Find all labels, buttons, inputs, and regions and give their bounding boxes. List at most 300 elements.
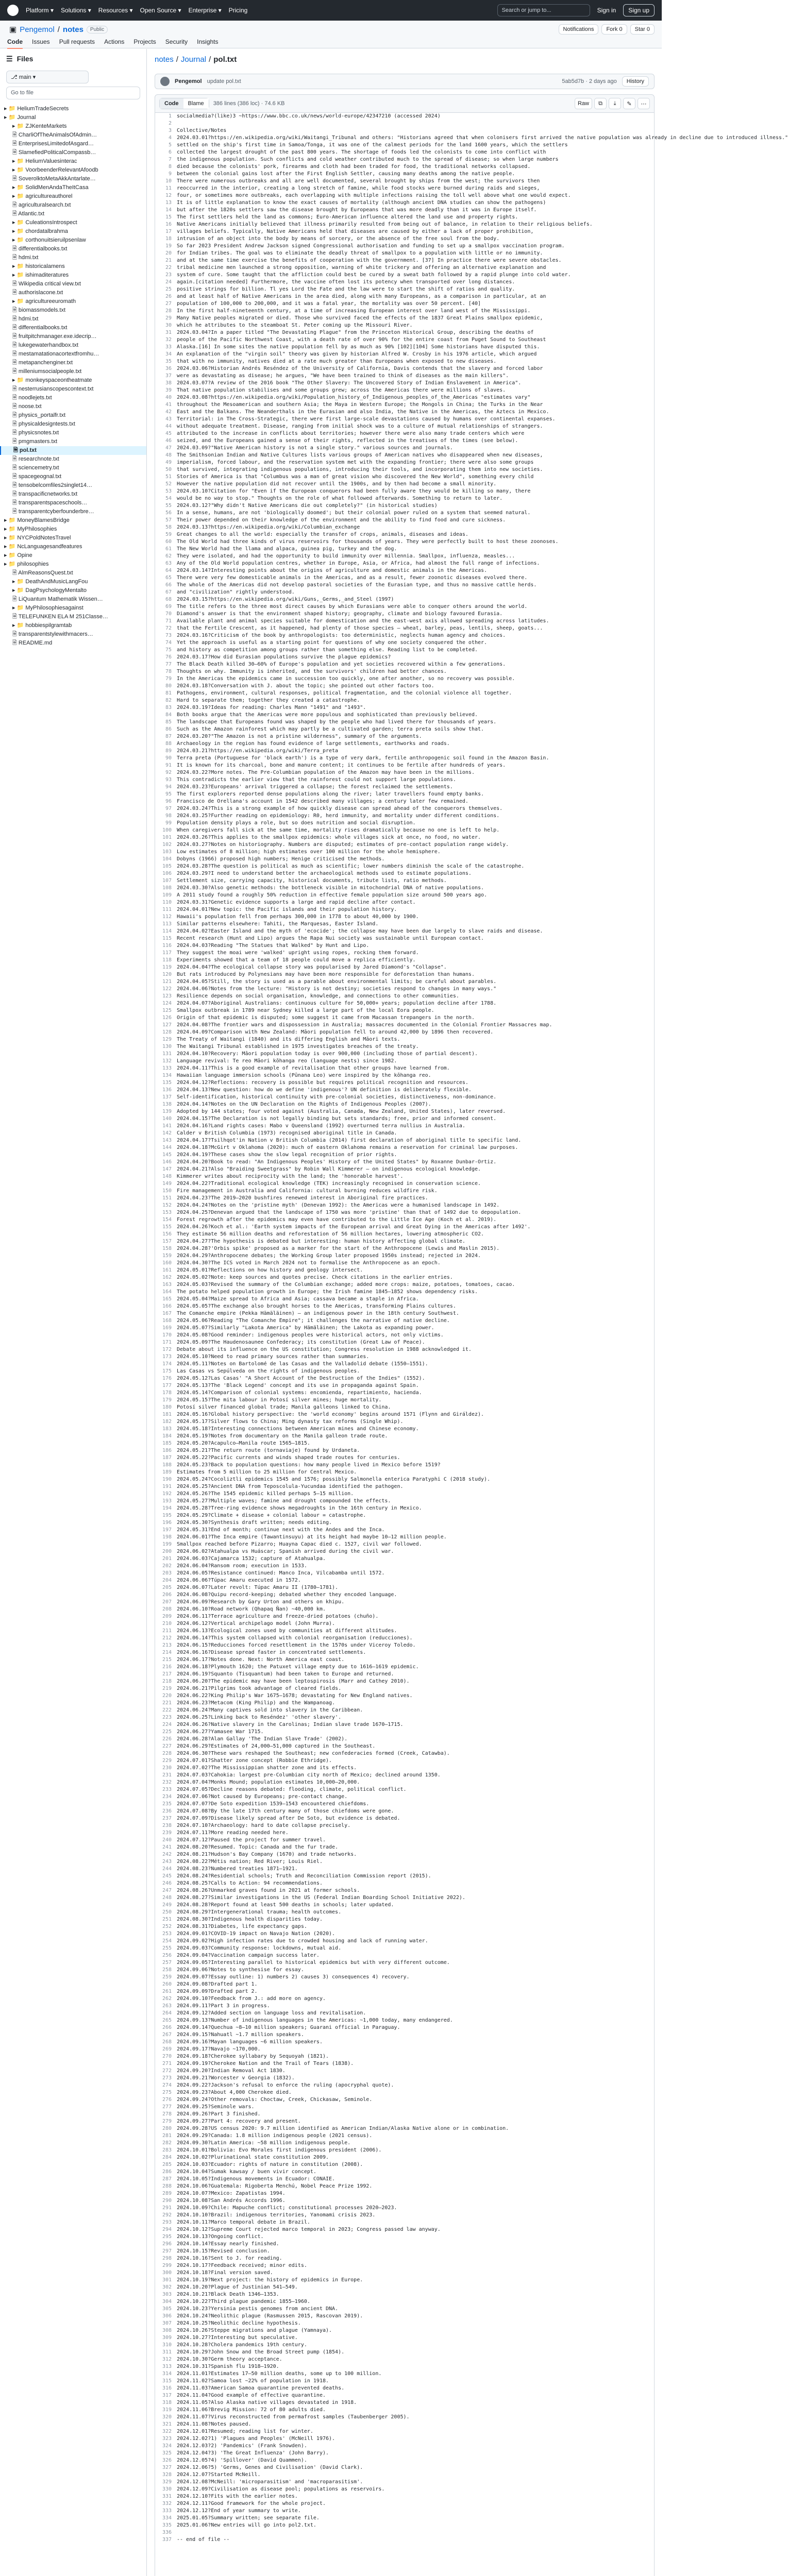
line-number[interactable]: 64 bbox=[165, 568, 172, 573]
line-number[interactable]: 6 bbox=[168, 149, 172, 155]
line-number[interactable]: 213 bbox=[162, 1642, 172, 1648]
line-number[interactable]: 86 bbox=[165, 726, 172, 732]
line-number[interactable]: 65 bbox=[165, 575, 172, 581]
line-number[interactable]: 286 bbox=[162, 2169, 172, 2175]
tree-item[interactable] bbox=[0, 534, 146, 543]
line-number[interactable]: 229 bbox=[162, 1758, 172, 1764]
line-number[interactable]: 189 bbox=[162, 1469, 172, 1475]
tree-item[interactable] bbox=[0, 446, 146, 455]
line-number[interactable]: 195 bbox=[162, 1513, 172, 1518]
breadcrumb-item[interactable]: notes bbox=[155, 55, 174, 64]
search-input[interactable]: Search or jump to... bbox=[497, 4, 590, 16]
line-number[interactable]: 242 bbox=[162, 1852, 172, 1857]
author-avatar[interactable] bbox=[160, 77, 170, 86]
line-number[interactable]: 292 bbox=[162, 2212, 172, 2218]
tree-item[interactable] bbox=[0, 367, 146, 376]
line-number[interactable]: 124 bbox=[162, 1001, 172, 1006]
line-number[interactable]: 152 bbox=[162, 1202, 172, 1208]
line-number[interactable]: 118 bbox=[162, 957, 172, 963]
line-number[interactable]: 115 bbox=[162, 936, 172, 941]
tree-item[interactable] bbox=[0, 569, 146, 578]
line-number[interactable]: 73 bbox=[165, 633, 172, 638]
line-number[interactable]: 15 bbox=[165, 214, 172, 220]
line-number[interactable]: 240 bbox=[162, 1837, 172, 1843]
tree-item[interactable] bbox=[0, 613, 146, 621]
line-number[interactable]: 92 bbox=[165, 770, 172, 775]
line-number[interactable]: 258 bbox=[162, 1967, 172, 1973]
line-number[interactable]: 317 bbox=[162, 2393, 172, 2398]
line-number[interactable]: 129 bbox=[162, 1037, 172, 1042]
line-number[interactable]: 333 bbox=[162, 2508, 172, 2514]
raw-button[interactable]: Raw bbox=[575, 98, 592, 109]
tree-item[interactable] bbox=[0, 236, 146, 245]
tree-item[interactable] bbox=[0, 499, 146, 507]
line-number[interactable]: 294 bbox=[162, 2227, 172, 2232]
line-number[interactable]: 179 bbox=[162, 1397, 172, 1403]
tree-item[interactable] bbox=[0, 516, 146, 525]
line-number[interactable]: 336 bbox=[162, 2530, 172, 2535]
line-number[interactable]: 148 bbox=[162, 1174, 172, 1179]
tab-pull-requests[interactable]: Pull requests bbox=[59, 38, 95, 45]
tree-item[interactable] bbox=[0, 262, 146, 271]
line-number[interactable]: 98 bbox=[165, 813, 172, 819]
tree-item[interactable] bbox=[0, 394, 146, 402]
line-number[interactable]: 77 bbox=[165, 662, 172, 667]
repo-action-fork[interactable]: Fork 0 bbox=[601, 24, 627, 35]
line-number[interactable]: 310 bbox=[162, 2342, 172, 2348]
view-code-button[interactable]: Code bbox=[160, 98, 183, 109]
line-number[interactable]: 220 bbox=[162, 1693, 172, 1699]
download-icon[interactable]: ⤓ bbox=[609, 98, 621, 109]
line-number[interactable]: 116 bbox=[162, 943, 172, 948]
line-number[interactable]: 62 bbox=[165, 553, 172, 559]
tree-item[interactable] bbox=[0, 350, 146, 359]
line-number[interactable]: 105 bbox=[162, 863, 172, 869]
line-number[interactable]: 132 bbox=[162, 1058, 172, 1064]
sign-up-button[interactable]: Sign up bbox=[623, 4, 655, 16]
line-number[interactable]: 67 bbox=[165, 589, 172, 595]
line-number[interactable]: 159 bbox=[162, 1253, 172, 1259]
line-number[interactable]: 61 bbox=[165, 546, 172, 552]
line-number[interactable]: 284 bbox=[162, 2155, 172, 2160]
tree-item[interactable] bbox=[0, 192, 146, 201]
line-number[interactable]: 139 bbox=[162, 1109, 172, 1114]
line-number[interactable]: 266 bbox=[162, 2025, 172, 2030]
line-number[interactable]: 141 bbox=[162, 1123, 172, 1129]
tree-item[interactable] bbox=[0, 525, 146, 534]
tree-item[interactable] bbox=[0, 113, 146, 122]
line-number[interactable]: 151 bbox=[162, 1195, 172, 1201]
code-view[interactable] bbox=[155, 113, 788, 2576]
line-number[interactable]: 233 bbox=[162, 1787, 172, 1792]
view-blame-button[interactable]: Blame bbox=[183, 98, 209, 109]
line-number[interactable]: 283 bbox=[162, 2147, 172, 2153]
line-number[interactable]: 103 bbox=[162, 849, 172, 855]
line-number[interactable]: 248 bbox=[162, 1895, 172, 1901]
line-number[interactable]: 249 bbox=[162, 1902, 172, 1908]
line-number[interactable]: 25 bbox=[165, 286, 172, 292]
line-number[interactable]: 162 bbox=[162, 1275, 172, 1280]
tree-item[interactable] bbox=[0, 385, 146, 394]
line-number[interactable]: 145 bbox=[162, 1152, 172, 1158]
line-number[interactable]: 174 bbox=[162, 1361, 172, 1367]
line-number[interactable]: 307 bbox=[162, 2320, 172, 2326]
line-number[interactable]: 130 bbox=[162, 1044, 172, 1049]
line-number[interactable]: 147 bbox=[162, 1166, 172, 1172]
line-number[interactable]: 85 bbox=[165, 719, 172, 725]
tree-item[interactable] bbox=[0, 639, 146, 648]
line-number[interactable]: 224 bbox=[162, 1722, 172, 1727]
line-number[interactable]: 112 bbox=[162, 914, 172, 920]
tree-item[interactable] bbox=[0, 604, 146, 613]
line-number[interactable]: 107 bbox=[162, 878, 172, 884]
line-number[interactable]: 197 bbox=[162, 1527, 172, 1533]
line-number[interactable]: 221 bbox=[162, 1700, 172, 1706]
line-number[interactable]: 144 bbox=[162, 1145, 172, 1150]
line-number[interactable]: 182 bbox=[162, 1419, 172, 1425]
tab-code[interactable]: Code bbox=[7, 37, 23, 49]
line-number[interactable]: 263 bbox=[162, 2003, 172, 2009]
nav-item-platform[interactable]: Platform ▾ bbox=[26, 7, 54, 14]
history-button[interactable]: History bbox=[622, 76, 649, 87]
line-number[interactable]: 277 bbox=[162, 2104, 172, 2110]
repo-action-notifications[interactable]: Notifications bbox=[559, 24, 599, 35]
line-number[interactable]: 50 bbox=[165, 467, 172, 472]
line-number[interactable]: 17 bbox=[165, 229, 172, 234]
line-number[interactable]: 12 bbox=[165, 193, 172, 198]
line-number[interactable]: 304 bbox=[162, 2299, 172, 2304]
line-number[interactable]: 173 bbox=[162, 1354, 172, 1360]
nav-item-pricing[interactable]: Pricing bbox=[228, 7, 248, 14]
line-number[interactable]: 89 bbox=[165, 748, 172, 754]
line-number[interactable]: 27 bbox=[165, 301, 172, 307]
line-number[interactable]: 95 bbox=[165, 791, 172, 797]
line-number[interactable]: 135 bbox=[162, 1080, 172, 1086]
tree-item[interactable] bbox=[0, 437, 146, 446]
line-number[interactable]: 295 bbox=[162, 2234, 172, 2240]
line-number[interactable]: 136 bbox=[162, 1087, 172, 1093]
line-number[interactable]: 202 bbox=[162, 1563, 172, 1569]
line-number[interactable]: 49 bbox=[165, 460, 172, 465]
tree-item[interactable] bbox=[0, 402, 146, 411]
line-number[interactable]: 172 bbox=[162, 1347, 172, 1352]
line-number[interactable]: 238 bbox=[162, 1823, 172, 1828]
line-number[interactable]: 157 bbox=[162, 1239, 172, 1244]
line-number[interactable]: 337 bbox=[162, 2537, 172, 2543]
line-number[interactable]: 267 bbox=[162, 2032, 172, 2038]
line-number[interactable]: 297 bbox=[162, 2248, 172, 2254]
tree-item[interactable] bbox=[0, 376, 146, 385]
line-number[interactable]: 160 bbox=[162, 1260, 172, 1266]
line-number[interactable]: 253 bbox=[162, 1931, 172, 1937]
line-number[interactable]: 33 bbox=[165, 344, 172, 350]
line-number[interactable]: 223 bbox=[162, 1715, 172, 1720]
line-number[interactable]: 51 bbox=[165, 474, 172, 480]
line-number[interactable]: 276 bbox=[162, 2097, 172, 2103]
line-number[interactable]: 200 bbox=[162, 1549, 172, 1554]
tree-item[interactable] bbox=[0, 481, 146, 490]
line-number[interactable]: 79 bbox=[165, 676, 172, 682]
tree-item[interactable] bbox=[0, 175, 146, 183]
line-number[interactable]: 7 bbox=[168, 157, 172, 162]
line-number[interactable]: 335 bbox=[162, 2522, 172, 2528]
line-number[interactable]: 305 bbox=[162, 2306, 172, 2312]
tree-item[interactable] bbox=[0, 218, 146, 227]
line-number[interactable]: 175 bbox=[162, 1368, 172, 1374]
line-number[interactable]: 201 bbox=[162, 1556, 172, 1562]
line-number[interactable]: 149 bbox=[162, 1181, 172, 1187]
line-number[interactable]: 126 bbox=[162, 1015, 172, 1021]
tree-item[interactable] bbox=[0, 271, 146, 280]
tree-item[interactable] bbox=[0, 148, 146, 157]
line-number[interactable]: 211 bbox=[162, 1628, 172, 1634]
line-number[interactable]: 169 bbox=[162, 1325, 172, 1331]
line-number[interactable]: 114 bbox=[162, 928, 172, 934]
line-number[interactable]: 90 bbox=[165, 755, 172, 761]
line-number[interactable]: 312 bbox=[162, 2357, 172, 2362]
line-number[interactable]: 176 bbox=[162, 1376, 172, 1381]
line-number[interactable]: 215 bbox=[162, 1657, 172, 1663]
tree-item[interactable] bbox=[0, 411, 146, 420]
line-number[interactable]: 287 bbox=[162, 2176, 172, 2182]
line-number[interactable]: 94 bbox=[165, 784, 172, 790]
sidebar-toggle-icon[interactable]: ☰ bbox=[6, 54, 13, 63]
line-number[interactable]: 133 bbox=[162, 1065, 172, 1071]
line-number[interactable]: 255 bbox=[162, 1945, 172, 1951]
line-number[interactable]: 281 bbox=[162, 2133, 172, 2139]
line-number[interactable]: 298 bbox=[162, 2256, 172, 2261]
line-number[interactable]: 146 bbox=[162, 1159, 172, 1165]
tree-item[interactable] bbox=[0, 105, 146, 113]
line-number[interactable]: 252 bbox=[162, 1924, 172, 1929]
line-number[interactable]: 241 bbox=[162, 1844, 172, 1850]
line-number[interactable]: 225 bbox=[162, 1729, 172, 1735]
tree-item[interactable] bbox=[0, 131, 146, 140]
line-number[interactable]: 164 bbox=[162, 1289, 172, 1295]
line-number[interactable]: 91 bbox=[165, 762, 172, 768]
line-number[interactable]: 137 bbox=[162, 1094, 172, 1100]
line-number[interactable]: 68 bbox=[165, 597, 172, 602]
line-number[interactable]: 239 bbox=[162, 1830, 172, 1836]
tree-item[interactable] bbox=[0, 289, 146, 297]
tree-item[interactable] bbox=[0, 166, 146, 175]
line-number[interactable]: 63 bbox=[165, 561, 172, 566]
line-number[interactable]: 5 bbox=[168, 142, 172, 148]
line-number[interactable]: 219 bbox=[162, 1686, 172, 1691]
line-number[interactable]: 93 bbox=[165, 777, 172, 783]
line-number[interactable]: 36 bbox=[165, 366, 172, 371]
line-number[interactable]: 257 bbox=[162, 1960, 172, 1965]
line-number[interactable]: 308 bbox=[162, 2328, 172, 2333]
nav-item-resources[interactable]: Resources ▾ bbox=[98, 7, 133, 14]
line-number[interactable]: 271 bbox=[162, 2061, 172, 2066]
tree-item[interactable] bbox=[0, 543, 146, 551]
repo-name-link[interactable]: notes bbox=[62, 25, 83, 34]
line-number[interactable]: 293 bbox=[162, 2219, 172, 2225]
line-number[interactable]: 190 bbox=[162, 1477, 172, 1482]
line-number[interactable]: 217 bbox=[162, 1671, 172, 1677]
nav-item-enterprise[interactable]: Enterprise ▾ bbox=[188, 7, 222, 14]
tree-item[interactable] bbox=[0, 315, 146, 324]
line-number[interactable]: 48 bbox=[165, 452, 172, 458]
line-number[interactable]: 113 bbox=[162, 921, 172, 927]
github-logo-icon[interactable] bbox=[7, 5, 19, 16]
line-number[interactable]: 53 bbox=[165, 488, 172, 494]
line-number[interactable]: 203 bbox=[162, 1570, 172, 1576]
line-number[interactable]: 158 bbox=[162, 1246, 172, 1251]
tab-actions[interactable]: Actions bbox=[104, 38, 125, 45]
line-number[interactable]: 101 bbox=[162, 835, 172, 840]
tree-item[interactable] bbox=[0, 420, 146, 429]
tree-item[interactable] bbox=[0, 630, 146, 639]
line-number[interactable]: 330 bbox=[162, 2486, 172, 2492]
line-number[interactable]: 46 bbox=[165, 438, 172, 444]
line-number[interactable]: 119 bbox=[162, 964, 172, 970]
line-number[interactable]: 188 bbox=[162, 1462, 172, 1468]
line-number[interactable]: 78 bbox=[165, 669, 172, 674]
line-number[interactable]: 192 bbox=[162, 1491, 172, 1497]
tab-insights[interactable]: Insights bbox=[197, 38, 219, 45]
line-number[interactable]: 326 bbox=[162, 2458, 172, 2463]
line-number[interactable]: 204 bbox=[162, 1578, 172, 1583]
line-number[interactable]: 186 bbox=[162, 1448, 172, 1453]
line-number[interactable]: 320 bbox=[162, 2414, 172, 2420]
edit-icon[interactable]: ✎ bbox=[623, 98, 635, 109]
line-number[interactable]: 138 bbox=[162, 1101, 172, 1107]
line-number[interactable]: 254 bbox=[162, 1938, 172, 1944]
line-number[interactable]: 322 bbox=[162, 2429, 172, 2434]
line-number[interactable]: 264 bbox=[162, 2010, 172, 2016]
line-number[interactable]: 97 bbox=[165, 806, 172, 811]
line-number[interactable]: 72 bbox=[165, 625, 172, 631]
tree-item[interactable] bbox=[0, 490, 146, 499]
line-number[interactable]: 127 bbox=[162, 1022, 172, 1028]
line-number[interactable]: 314 bbox=[162, 2371, 172, 2377]
tree-item[interactable] bbox=[0, 586, 146, 595]
line-number[interactable]: 177 bbox=[162, 1383, 172, 1388]
line-number[interactable]: 328 bbox=[162, 2472, 172, 2478]
line-number[interactable]: 30 bbox=[165, 323, 172, 328]
line-number[interactable]: 193 bbox=[162, 1498, 172, 1504]
line-number[interactable]: 199 bbox=[162, 1541, 172, 1547]
line-number[interactable]: 181 bbox=[162, 1412, 172, 1417]
tree-item[interactable] bbox=[0, 455, 146, 464]
line-number[interactable]: 156 bbox=[162, 1231, 172, 1237]
line-number[interactable]: 18 bbox=[165, 236, 172, 242]
line-number[interactable]: 268 bbox=[162, 2039, 172, 2045]
line-number[interactable]: 28 bbox=[165, 308, 172, 314]
line-number[interactable]: 11 bbox=[165, 185, 172, 191]
line-number[interactable]: 34 bbox=[165, 351, 172, 357]
line-number[interactable]: 194 bbox=[162, 1505, 172, 1511]
line-number[interactable]: 327 bbox=[162, 2465, 172, 2470]
line-number[interactable]: 163 bbox=[162, 1282, 172, 1287]
line-number[interactable]: 76 bbox=[165, 654, 172, 660]
line-number[interactable]: 81 bbox=[165, 690, 172, 696]
line-number[interactable]: 166 bbox=[162, 1303, 172, 1309]
line-number[interactable]: 245 bbox=[162, 1873, 172, 1879]
tree-item[interactable] bbox=[0, 245, 146, 253]
line-number[interactable]: 309 bbox=[162, 2335, 172, 2341]
line-number[interactable]: 319 bbox=[162, 2407, 172, 2413]
tree-item[interactable] bbox=[0, 201, 146, 210]
tree-item[interactable] bbox=[0, 157, 146, 166]
line-number[interactable]: 237 bbox=[162, 1816, 172, 1821]
line-number[interactable]: 178 bbox=[162, 1390, 172, 1396]
line-number[interactable]: 279 bbox=[162, 2119, 172, 2124]
line-number[interactable]: 290 bbox=[162, 2198, 172, 2204]
tree-item[interactable] bbox=[0, 183, 146, 192]
line-number[interactable]: 232 bbox=[162, 1780, 172, 1785]
tree-item[interactable] bbox=[0, 621, 146, 630]
line-number[interactable]: 8 bbox=[168, 164, 172, 170]
line-number[interactable]: 212 bbox=[162, 1635, 172, 1641]
line-number[interactable]: 102 bbox=[162, 842, 172, 848]
line-number[interactable]: 24 bbox=[165, 279, 172, 285]
tree-item[interactable] bbox=[0, 341, 146, 350]
line-number[interactable]: 301 bbox=[162, 2277, 172, 2283]
line-number[interactable]: 45 bbox=[165, 431, 172, 436]
line-number[interactable]: 56 bbox=[165, 510, 172, 516]
tree-item[interactable] bbox=[0, 472, 146, 481]
line-number[interactable]: 161 bbox=[162, 1267, 172, 1273]
line-number[interactable]: 122 bbox=[162, 986, 172, 992]
line-number[interactable]: 269 bbox=[162, 2046, 172, 2052]
line-number[interactable]: 261 bbox=[162, 1989, 172, 1994]
tree-item[interactable] bbox=[0, 560, 146, 569]
line-number[interactable]: 29 bbox=[165, 315, 172, 321]
line-number[interactable]: 183 bbox=[162, 1426, 172, 1432]
line-number[interactable]: 236 bbox=[162, 1808, 172, 1814]
line-number[interactable]: 42 bbox=[165, 409, 172, 415]
line-number[interactable]: 299 bbox=[162, 2263, 172, 2268]
line-number[interactable]: 80 bbox=[165, 683, 172, 689]
line-number[interactable]: 205 bbox=[162, 1585, 172, 1590]
line-number[interactable]: 111 bbox=[162, 907, 172, 912]
line-number[interactable]: 142 bbox=[162, 1130, 172, 1136]
line-number[interactable]: 123 bbox=[162, 993, 172, 999]
line-number[interactable]: 167 bbox=[162, 1311, 172, 1316]
tree-item[interactable] bbox=[0, 551, 146, 560]
line-number[interactable]: 165 bbox=[162, 1296, 172, 1302]
line-number[interactable]: 315 bbox=[162, 2378, 172, 2384]
line-number[interactable]: 117 bbox=[162, 950, 172, 956]
line-number[interactable]: 321 bbox=[162, 2421, 172, 2427]
line-number[interactable]: 131 bbox=[162, 1051, 172, 1057]
line-number[interactable]: 244 bbox=[162, 1866, 172, 1872]
line-number[interactable]: 10 bbox=[165, 178, 172, 184]
nav-item-open-source[interactable]: Open Source ▾ bbox=[140, 7, 181, 14]
line-number[interactable]: 306 bbox=[162, 2313, 172, 2319]
line-number[interactable]: 316 bbox=[162, 2385, 172, 2391]
line-number[interactable]: 231 bbox=[162, 1772, 172, 1778]
line-number[interactable]: 106 bbox=[162, 871, 172, 876]
tree-item[interactable] bbox=[0, 210, 146, 218]
line-number[interactable]: 57 bbox=[165, 517, 172, 523]
line-number[interactable]: 3 bbox=[168, 128, 172, 133]
line-number[interactable]: 273 bbox=[162, 2075, 172, 2081]
line-number[interactable]: 296 bbox=[162, 2241, 172, 2247]
line-number[interactable]: 26 bbox=[165, 294, 172, 299]
line-number[interactable]: 282 bbox=[162, 2140, 172, 2146]
line-number[interactable]: 32 bbox=[165, 337, 172, 343]
tree-item[interactable] bbox=[0, 324, 146, 332]
line-number[interactable]: 13 bbox=[165, 200, 172, 206]
line-number[interactable]: 143 bbox=[162, 1138, 172, 1143]
line-number[interactable]: 288 bbox=[162, 2183, 172, 2189]
line-number[interactable]: 70 bbox=[165, 611, 172, 617]
line-number[interactable]: 331 bbox=[162, 2494, 172, 2499]
